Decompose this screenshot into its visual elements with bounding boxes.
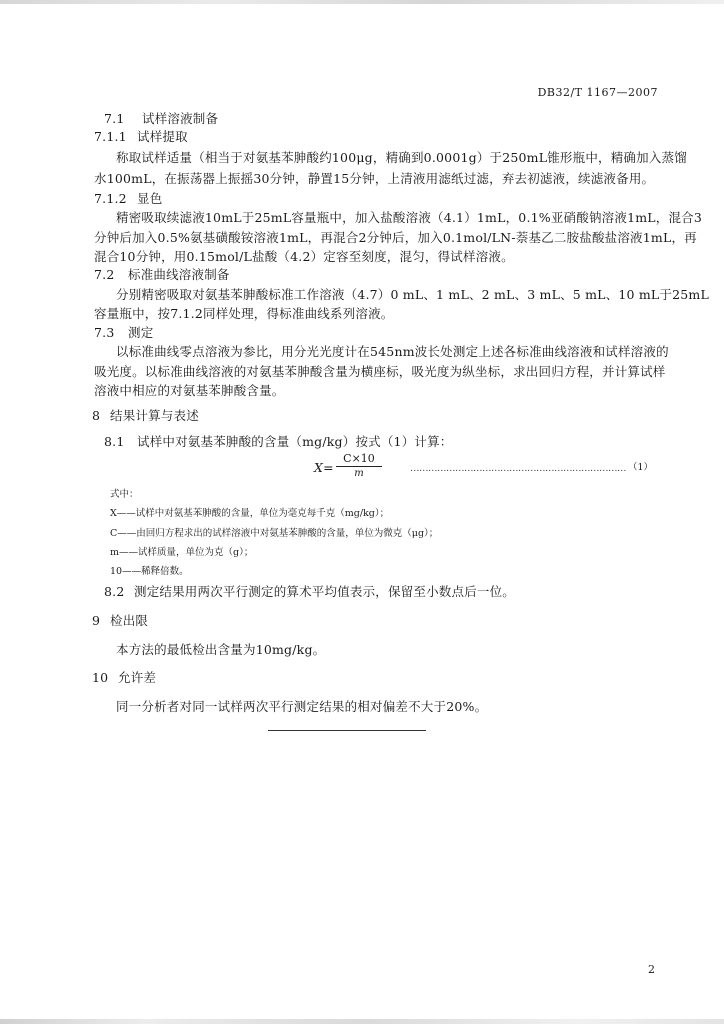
paragraph-line: 称取试样适量（相当于对氨基苯胂酸约100μg，精确到0.0001g）于250mL锥形瓶中，精确加入蒸馏	[116, 150, 687, 165]
section-8-number: 8	[92, 408, 101, 423]
section-8-1-number: 8.1	[104, 434, 125, 449]
where-item: 10——稀释倍数。	[110, 566, 189, 577]
scan-edge-bottom	[0, 1019, 724, 1024]
section-9-text: 本方法的最低检出含量为10mg/kg。	[116, 642, 326, 657]
section-8-2-text: 测定结果用两次平行测定的算术平均值表示，保留至小数点后一位。	[134, 584, 516, 599]
section-7-2-title: 标准曲线溶液制备	[128, 267, 230, 282]
formula-lhs: X=	[314, 460, 334, 475]
section-9-number: 9	[92, 613, 101, 628]
section-8-1-text: 试样中对氨基苯胂酸的含量（mg/kg）按式（1）计算：	[137, 434, 453, 449]
section-9-title: 检出限	[110, 613, 149, 628]
formula-fraction	[336, 452, 382, 479]
section-7-1-number: 7.1	[104, 111, 125, 126]
section-10-title: 允许差	[118, 670, 157, 685]
paragraph-line: 吸光度。以标准曲线溶液的对氨基苯胂酸含量为横座标，吸光度为纵坐标，求出回归方程，并计算试样	[94, 364, 666, 379]
section-8-title: 结果计算与表述	[110, 408, 199, 423]
end-rule	[268, 730, 426, 731]
section-7-1-2-title: 显色	[137, 191, 163, 206]
paragraph-line: 溶液中相应的对氨基苯胂酸含量。	[94, 383, 285, 398]
paragraph-line: 分别精密吸取对氨基苯胂酸标准工作溶液（4.7）0 mL、1 mL、2 mL、3 mL、5 mL、10 mL于25mL	[116, 287, 709, 302]
paragraph-line: 混合10分钟，用0.15mol/L盐酸（4.2）定容至刻度，混匀，得试样溶液。	[94, 249, 514, 264]
section-10-number: 10	[92, 670, 109, 685]
paragraph-line: 以标准曲线零点溶液为参比，用分光光度计在545nm波长处测定上述各标准曲线溶液和试样溶液的	[116, 344, 669, 359]
where-item: m——试样质量，单位为克（g）；	[110, 547, 254, 558]
paragraph-line: 分钟后加入0.5%氨基磺酸铵溶液1mL，再混合2分钟后，加入0.1mol/LN-萘基乙二胺盐酸盐溶液1mL，再	[94, 230, 697, 245]
formula-denominator: m	[354, 468, 364, 479]
section-7-1-1-title: 试样提取	[137, 129, 188, 144]
section-10-text: 同一分析者对同一试样两次平行测定结果的相对偏差不大于20%。	[116, 699, 488, 714]
paragraph-line: 容量瓶中，按7.1.2同样处理，得标准曲线系列溶液。	[94, 306, 394, 321]
page-number: 2	[648, 963, 656, 976]
section-7-1-title: 试样溶液制备	[142, 111, 219, 126]
formula-equation-number: （1）	[628, 462, 654, 473]
paragraph-line: 精密吸取续滤液10mL于25mL容量瓶中，加入盐酸溶液（4.1）1mL，0.1%亚硝酸钠溶液1mL，混合3	[116, 210, 703, 225]
section-7-1-1-number: 7.1.1	[94, 129, 127, 144]
paragraph-line: 水100mL，在振荡器上振摇30分钟，静置15分钟，上清液用滤纸过滤，弃去初滤液，续滤液备用。	[94, 171, 655, 186]
where-item: X——试样中对氨基苯胂酸的含量，单位为毫克每千克（mg/kg）；	[110, 508, 390, 519]
where-intro: 式中：	[110, 489, 139, 500]
where-item: C——由回归方程求出的试样溶液中对氨基苯胂酸的含量，单位为微克（μg）；	[110, 528, 439, 539]
fraction-bar	[336, 466, 382, 467]
formula-numerator: C×10	[343, 452, 375, 465]
section-8-2-number: 8.2	[104, 584, 125, 599]
formula-leader-dots: ………………………………………………………………	[410, 463, 626, 474]
standard-code-header: DB32/T 1167—2007	[537, 86, 658, 99]
scan-edge-top	[0, 0, 724, 4]
section-7-2-number: 7.2	[94, 267, 115, 282]
section-7-3-title: 测定	[128, 325, 154, 340]
section-7-1-2-number: 7.1.2	[94, 191, 127, 206]
section-7-3-number: 7.3	[94, 325, 115, 340]
